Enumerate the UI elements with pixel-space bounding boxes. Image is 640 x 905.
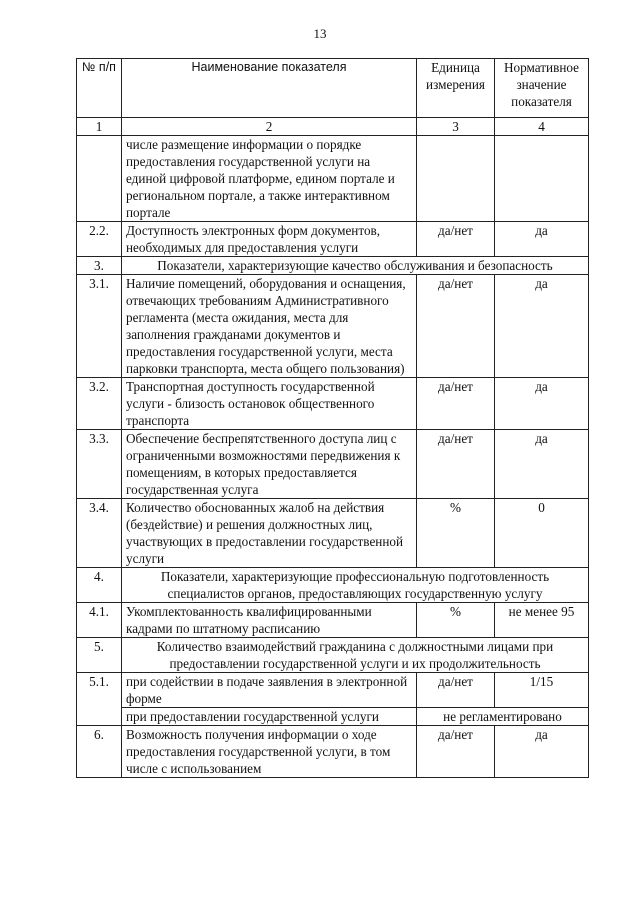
cell-unit: да/нет — [417, 430, 495, 499]
section-num: 3. — [77, 257, 122, 275]
column-number-row — [77, 118, 589, 136]
cell-num: 2.2. — [77, 222, 122, 257]
cell-unit: да/нет — [417, 222, 495, 257]
cell-norm: да — [495, 275, 589, 378]
cell-norm: да — [495, 430, 589, 499]
section-row — [77, 568, 589, 603]
column-number: 3 — [417, 118, 495, 136]
cell-name: Обеспечение беспрепятственного доступа лиц с ограниченными возможностями передвижения к помещениям, в которых предоставляется государственная услуга — [122, 430, 417, 499]
cell-name: Транспортная доступность государственной услуги - близость остановок общественного транспорта — [122, 378, 417, 430]
table-row — [77, 136, 589, 222]
table-row — [77, 673, 589, 708]
cell-unit: да/нет — [417, 378, 495, 430]
cell-name: Доступность электронных форм документов, необходимых для предоставления услуги — [122, 222, 417, 257]
cell-num: 3.3. — [77, 430, 122, 499]
cell-norm: да — [495, 222, 589, 257]
cell-name: числе размещение информации о порядке предоставления государственной услуги на единой цифровой платформе, едином портале и региональном портале, а также интерактивном портале — [122, 136, 417, 222]
section-title: Показатели, характеризующие профессиональную подготовленность специалистов органов, предоставляющих государственную услугу — [122, 568, 589, 603]
cell-name: Количество обоснованных жалоб на действия (бездействие) и решения должностных лиц, участвующих в предоставлении государственной услуги — [122, 499, 417, 568]
section-title: Количество взаимодействий гражданина с должностными лицами при предоставлении государственной услуги и их продолжительность — [122, 638, 589, 673]
section-num: 4. — [77, 568, 122, 603]
cell-norm: да — [495, 726, 589, 778]
cell-norm — [495, 136, 589, 222]
cell-name: Укомплектованность квалифицированными кадрами по штатному расписанию — [122, 603, 417, 638]
header-row — [77, 59, 589, 118]
indicators-table — [76, 58, 589, 778]
cell-name: Возможность получения информации о ходе предоставления государственной услуги, в том числе с использованием — [122, 726, 417, 778]
cell-norm: да — [495, 378, 589, 430]
cell-unit — [417, 136, 495, 222]
cell-num: 3.2. — [77, 378, 122, 430]
cell-unit: % — [417, 499, 495, 568]
cell-num: 5.1. — [77, 673, 122, 726]
cell-num — [77, 136, 122, 222]
table-row — [77, 708, 589, 726]
section-row — [77, 638, 589, 673]
table-row — [77, 222, 589, 257]
table-row — [77, 499, 589, 568]
column-number: 2 — [122, 118, 417, 136]
cell-name: при содействии в подаче заявления в электронной форме — [122, 673, 417, 708]
cell-unit: % — [417, 603, 495, 638]
cell-unit: да/нет — [417, 275, 495, 378]
column-number: 1 — [77, 118, 122, 136]
header-unit: Единица измерения — [417, 59, 495, 118]
column-number: 4 — [495, 118, 589, 136]
cell-merged-value: не регламентировано — [417, 708, 589, 726]
table-row — [77, 275, 589, 378]
cell-num: 3.4. — [77, 499, 122, 568]
table-row — [77, 430, 589, 499]
section-row — [77, 257, 589, 275]
section-num: 5. — [77, 638, 122, 673]
header-name: Наименование показателя — [122, 59, 417, 118]
cell-num: 6. — [77, 726, 122, 778]
cell-norm: не менее 95 — [495, 603, 589, 638]
cell-name: Наличие помещений, оборудования и оснащения, отвечающих требованиям Административного регламента (места ожидания, места для заполнения гражданами документов и предоставления государственной услуги, места парковки транспорта, места общего пользования) — [122, 275, 417, 378]
cell-num: 4.1. — [77, 603, 122, 638]
cell-norm: 1/15 — [495, 673, 589, 708]
table-row — [77, 378, 589, 430]
table-row — [77, 603, 589, 638]
page-number: 13 — [313, 26, 327, 41]
cell-num: 3.1. — [77, 275, 122, 378]
table-row — [77, 726, 589, 778]
header-num: № п/п — [77, 59, 122, 118]
cell-norm: 0 — [495, 499, 589, 568]
section-title: Показатели, характеризующие качество обслуживания и безопасность — [122, 257, 589, 275]
cell-name: при предоставлении государственной услуги — [122, 708, 417, 726]
cell-unit: да/нет — [417, 673, 495, 708]
header-norm: Нормативное значение показателя — [495, 59, 589, 118]
cell-unit: да/нет — [417, 726, 495, 778]
